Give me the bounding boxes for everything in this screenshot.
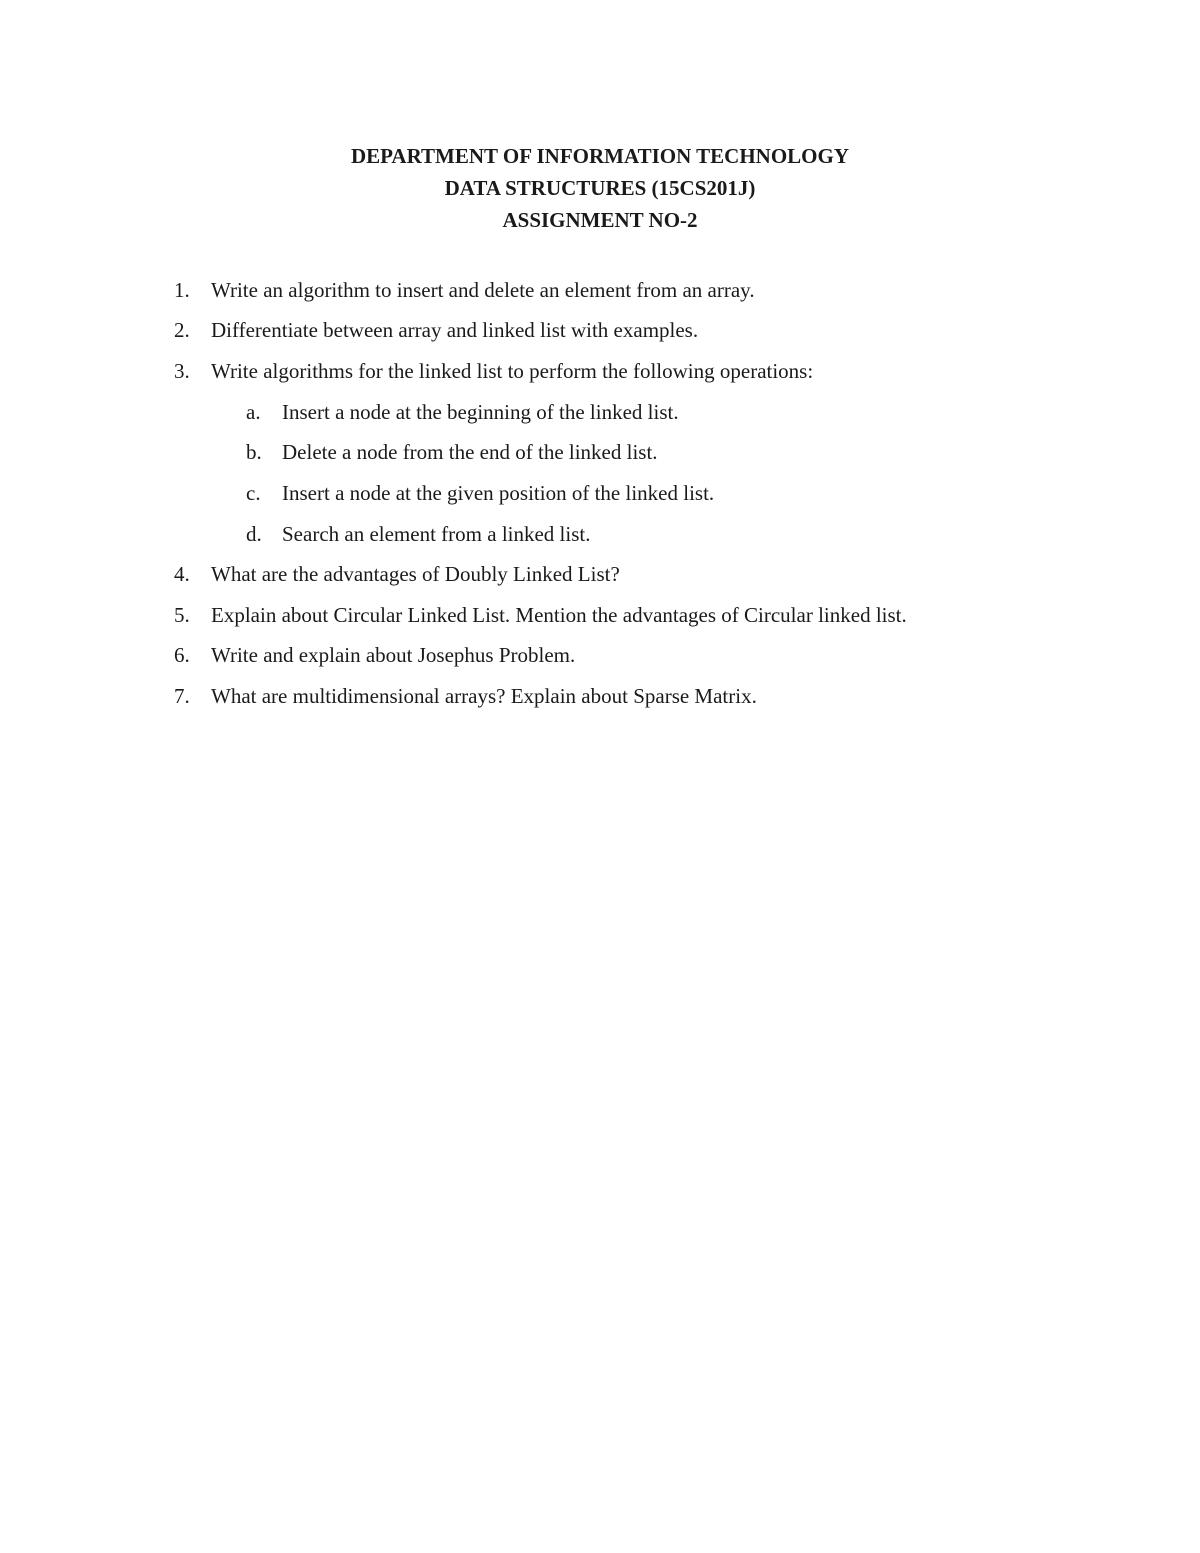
- question-text: Explain about Circular Linked List. Mention the advantages of Circular linked list.: [211, 603, 907, 627]
- question-text: Write algorithms for the linked list to perform the following operations:: [211, 359, 814, 383]
- question-number: 4.: [174, 562, 190, 586]
- subquestion-letter: d.: [246, 522, 262, 546]
- question-text: Differentiate between array and linked list with examples.: [211, 318, 699, 342]
- course-title: DATA STRUCTURES (15CS201J): [444, 176, 756, 200]
- subquestion-letter: c.: [246, 481, 261, 505]
- subquestion-letter: a.: [246, 400, 261, 424]
- question-number: 1.: [174, 278, 190, 302]
- question-number: 2.: [174, 318, 190, 342]
- subquestion-letter: b.: [246, 440, 262, 464]
- subquestion-text: Delete a node from the end of the linked list.: [282, 440, 658, 464]
- question-number: 6.: [174, 643, 190, 667]
- subquestion-text: Search an element from a linked list.: [282, 522, 591, 546]
- question-text: Write and explain about Josephus Problem.: [211, 643, 576, 667]
- subquestion-text: Insert a node at the beginning of the linked list.: [282, 400, 679, 424]
- assignment-title: ASSIGNMENT NO-2: [502, 208, 698, 232]
- question-number: 7.: [174, 684, 190, 708]
- question-number: 5.: [174, 603, 190, 627]
- question-text: What are the advantages of Doubly Linked List?: [211, 562, 620, 586]
- department-title: DEPARTMENT OF INFORMATION TECHNOLOGY: [350, 144, 850, 168]
- question-text: Write an algorithm to insert and delete an element from an array.: [211, 278, 755, 302]
- question-number: 3.: [174, 359, 190, 383]
- subquestion-text: Insert a node at the given position of the linked list.: [282, 481, 715, 505]
- question-text: What are multidimensional arrays? Explain about Sparse Matrix.: [211, 684, 757, 708]
- document-heading: [0, 140, 1200, 236]
